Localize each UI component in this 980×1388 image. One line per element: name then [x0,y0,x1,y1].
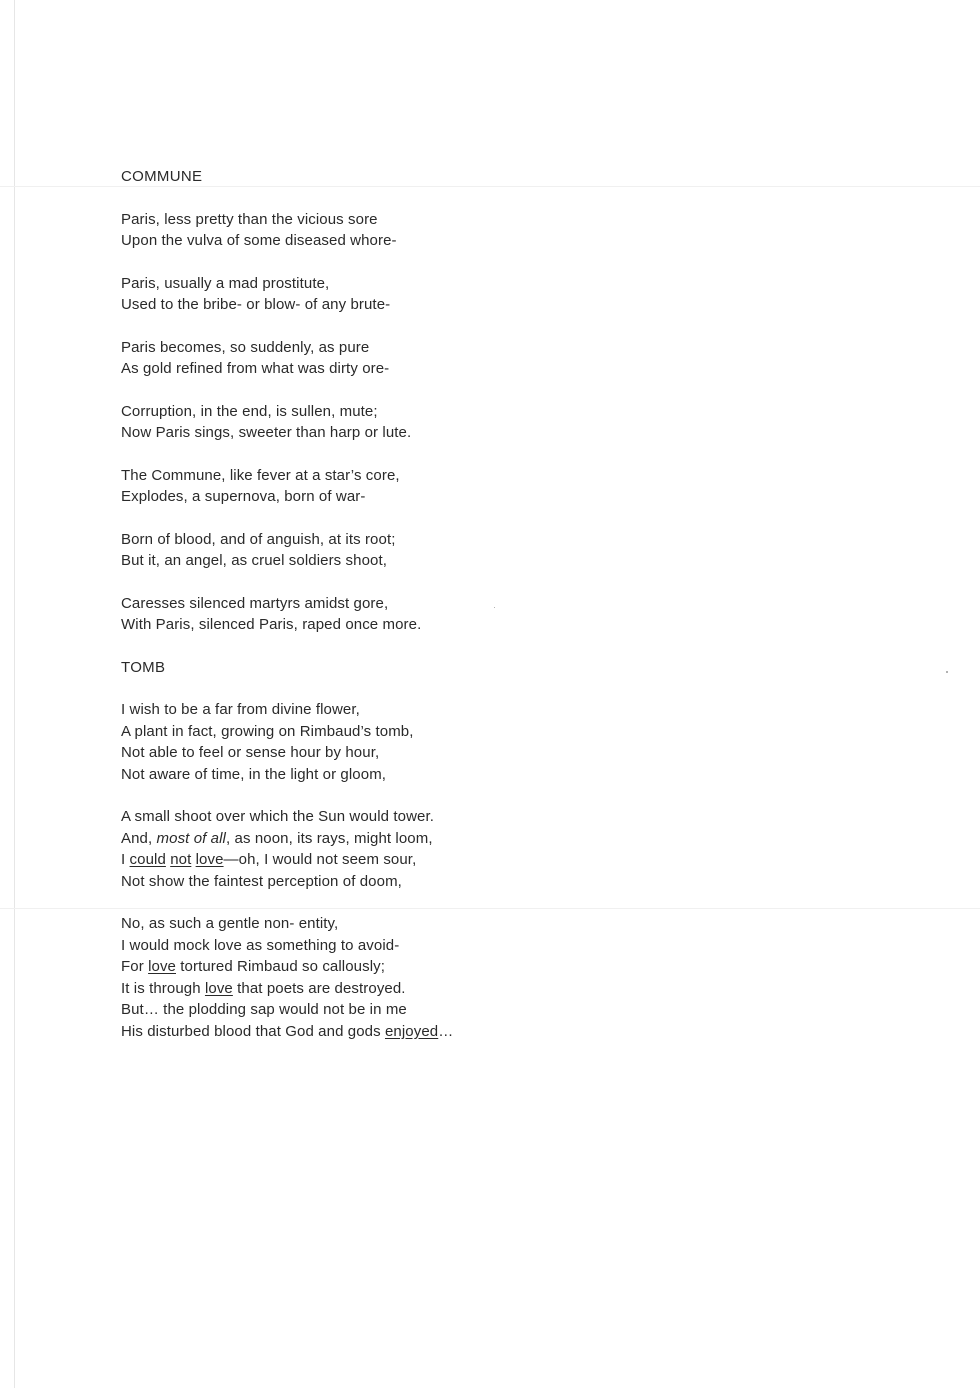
poem-line: A plant in fact, growing on Rimbaud’s tomb, [121,722,414,740]
stanza [121,593,821,636]
stanza [121,401,821,444]
stanza [121,699,821,785]
poem-title-commune: COMMUNE [121,168,203,185]
poem-line: Used to the bribe- or blow- of any brute- [121,296,391,313]
poem-line [121,828,821,850]
stanza [121,337,821,380]
poem-line: I would mock love as something to avoid- [121,936,400,954]
poem-content [121,166,821,1042]
poem-line: As gold refined from what was dirty ore- [121,360,390,377]
poem-line [121,978,821,1000]
poem-line: Not show the faintest perception of doom, [121,872,402,890]
underlined-text: love [204,979,233,997]
text-run: For [121,958,149,975]
poem-line: Paris, usually a mad prostitute, [121,274,330,292]
poem-line [121,1021,821,1043]
poem-line: Upon the vulva of some diseased whore- [121,232,397,249]
stanza [121,465,821,508]
text-run: tortured Rimbaud so callously; [176,958,386,975]
poem-line [121,956,821,978]
poem-title-tomb: TOMB [121,658,166,676]
poem-line: But… the plodding sap would not be in me [121,1001,407,1018]
stanza [121,913,821,1042]
underlined-text: could [129,851,166,868]
text-run: It is through [121,979,205,997]
poem-line: The Commune, like fever at a star’s core, [121,466,400,484]
underlined-text: love [148,958,176,975]
underlined-text: love [195,851,224,868]
italic-text: most of all [156,829,226,847]
poem-line: With Paris, silenced Paris, raped once more. [121,616,422,633]
text-run: And, [121,829,157,847]
poem-line: But it, an angel, as cruel soldiers shoot, [121,552,388,569]
text-run: —oh, I would not seem sour, [223,851,417,868]
poem-line: Not able to feel or sense hour by hour, [121,744,380,761]
text-run: … [438,1022,454,1040]
stanza [121,273,821,316]
poem-line: No, as such a gentle non- entity, [121,915,339,932]
poem-line: A small shoot over which the Sun would tower. [121,808,434,825]
poem-line: I wish to be a far from divine flower, [121,701,360,718]
underlined-text: not [170,851,192,868]
scan-speck [946,671,948,673]
poem-line: Corruption, in the end, is sullen, mute; [121,402,378,420]
text-run: that poets are destroyed. [232,979,406,997]
scan-edge-line [14,0,15,1388]
poem-line: Born of blood, and of anguish, at its root; [121,530,396,548]
poem-line: Now Paris sings, sweeter than harp or lute. [121,424,412,441]
poem-line: Not aware of time, in the light or gloom, [121,765,387,783]
poem-line [121,849,821,871]
poem-line: Caresses silenced martyrs amidst gore, [121,594,389,612]
text-run: His disturbed blood that God and gods [121,1022,385,1040]
stanza [121,806,821,892]
poem-line: Paris, less pretty than the vicious sore [121,210,378,228]
poem-line: Paris becomes, so suddenly, as pure [121,338,370,356]
stanza [121,209,821,252]
poem-line: Explodes, a supernova, born of war- [121,488,366,505]
stanza [121,529,821,572]
underlined-text: enjoyed [384,1022,439,1040]
text-run: , as noon, its rays, might loom, [226,829,433,847]
text-run: I [121,851,130,868]
